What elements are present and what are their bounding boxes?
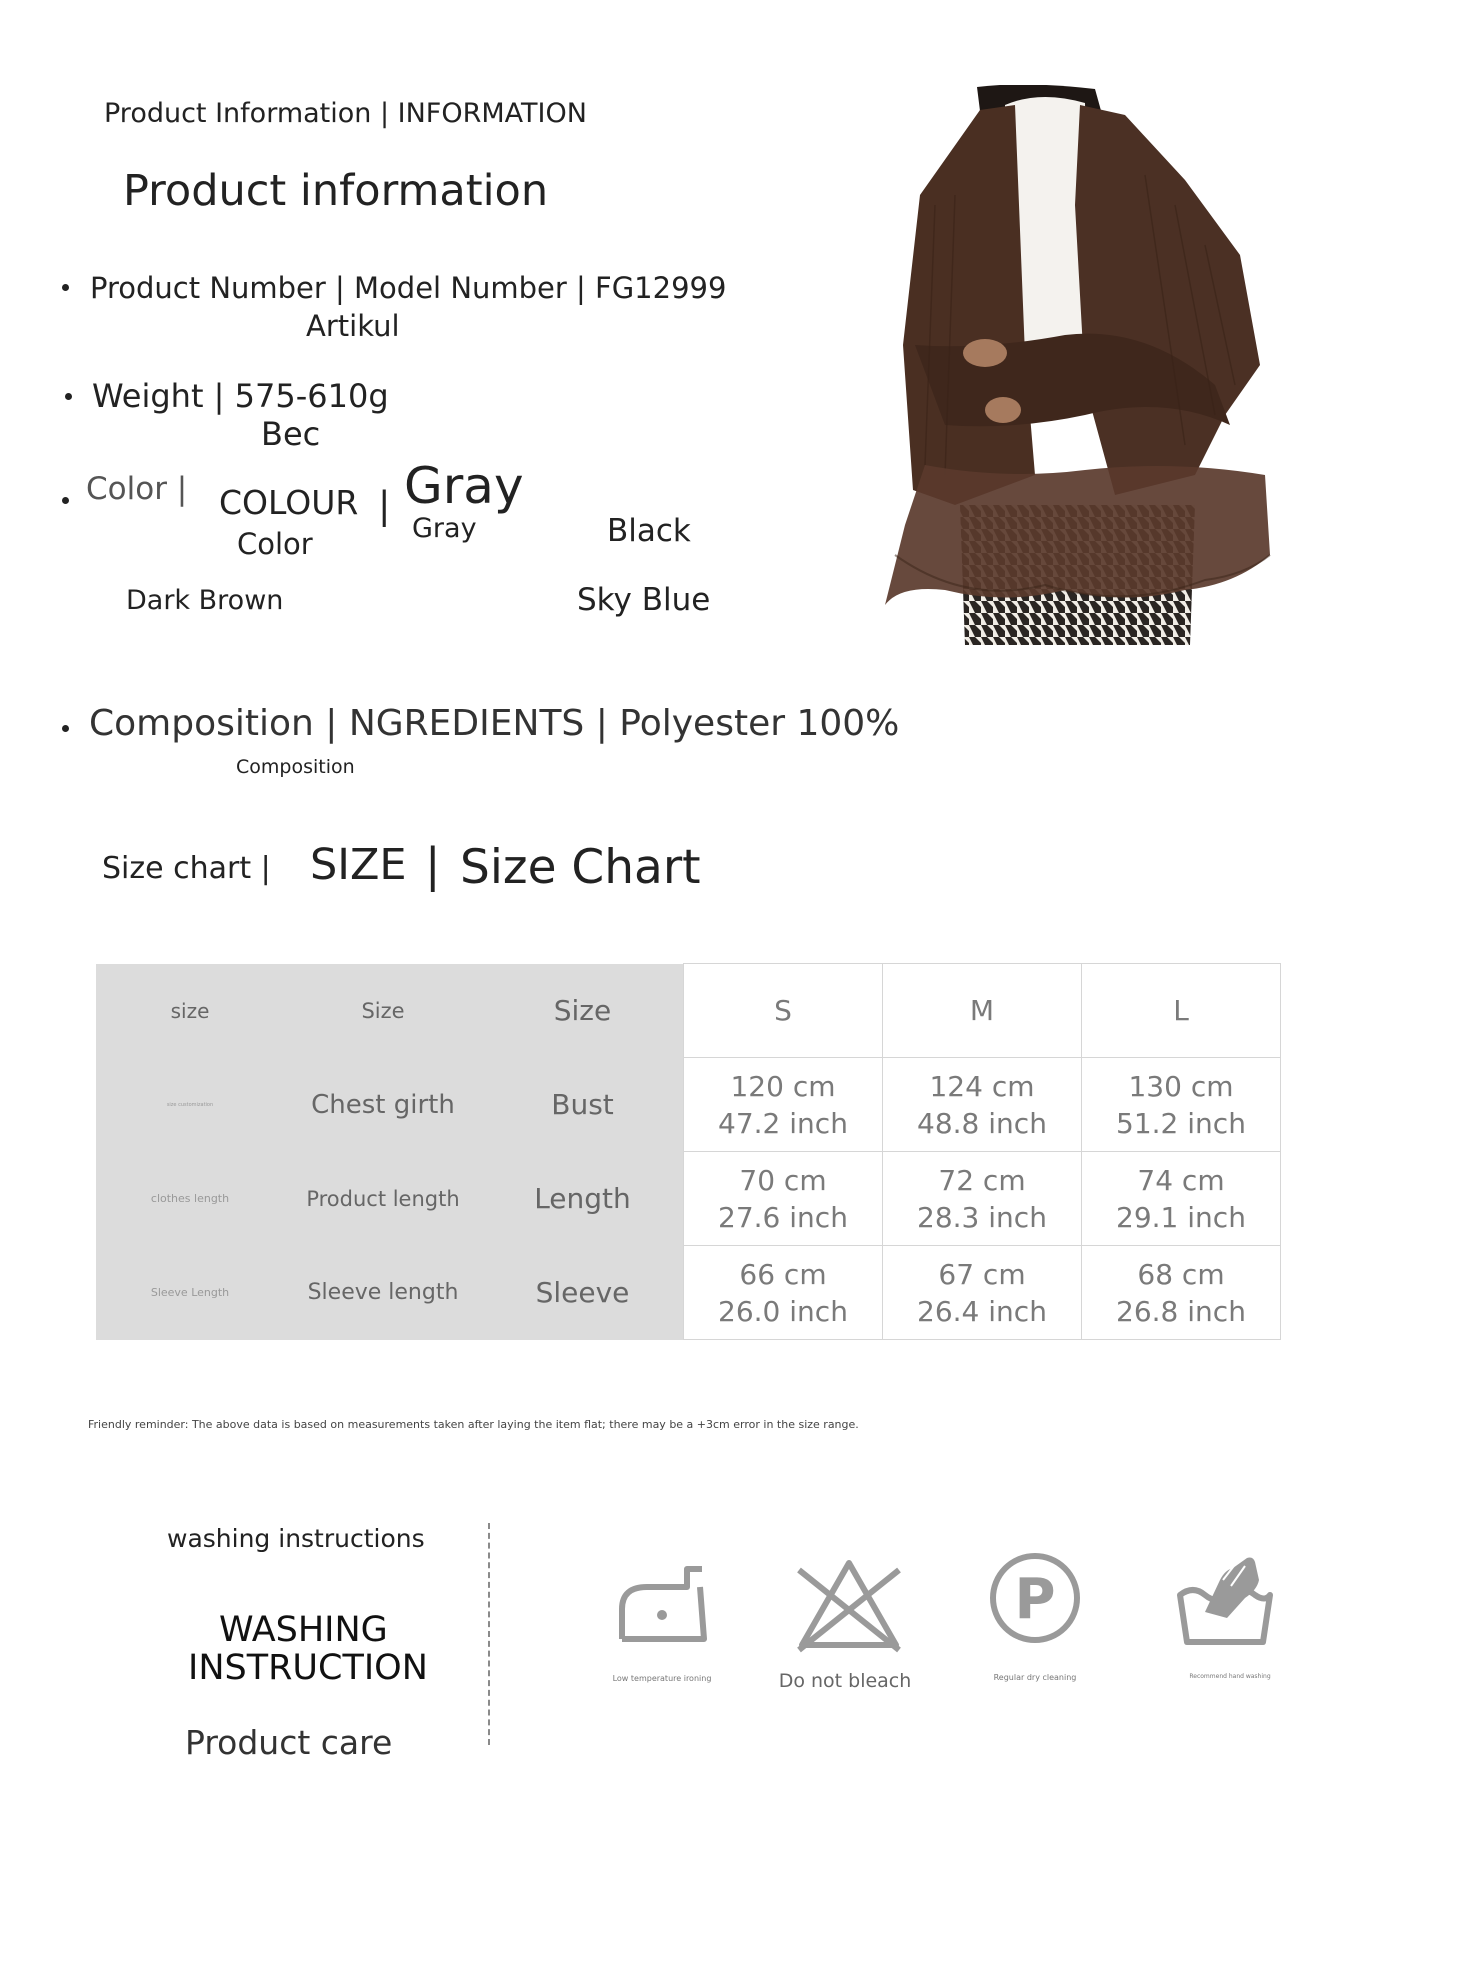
iron-low-temperature-icon xyxy=(612,1557,712,1647)
washing-title-1: WASHING xyxy=(219,1610,388,1650)
table-cell-label: Bust xyxy=(482,1058,684,1152)
composition-sub: Composition xyxy=(236,756,355,778)
table-cell-value: 72 cm 28.3 inch xyxy=(883,1152,1082,1246)
table-cell-value: 66 cm 26.0 inch xyxy=(684,1246,883,1340)
size-chart-label: Size chart | xyxy=(102,851,271,886)
color-divider: | xyxy=(378,484,391,527)
composition-line: Composition | NGREDIENTS | Polyester 100% xyxy=(89,703,900,744)
size-reminder: Friendly reminder: The above data is based on measurements taken after laying the item flat; there may be a +3cm error in the size range. xyxy=(88,1418,859,1431)
care-label-dry-clean: Regular dry cleaning xyxy=(993,1673,1077,1682)
table-cell-label: Sleeve xyxy=(482,1246,684,1340)
table-header-cell: size xyxy=(96,964,284,1058)
color-option-black: Black xyxy=(607,513,691,549)
section-label: Product Information | INFORMATION xyxy=(104,98,587,129)
dashed-divider xyxy=(488,1523,490,1745)
product-number-sub: Artikul xyxy=(306,309,400,343)
table-cell-value: 130 cm 51.2 inch xyxy=(1082,1058,1281,1152)
table-cell-value: 120 cm 47.2 inch xyxy=(684,1058,883,1152)
table-header-row xyxy=(96,964,1281,1058)
table-header-size-m: M xyxy=(883,964,1082,1058)
bullet-dot xyxy=(62,725,69,732)
color-option-dark-brown: Dark Brown xyxy=(126,585,284,616)
dry-clean-p-icon xyxy=(985,1548,1085,1648)
table-header-size-s: S xyxy=(684,964,883,1058)
bullet-dot xyxy=(62,497,69,504)
care-label-iron: Low temperature ironing xyxy=(612,1674,712,1683)
table-cell-label: Sleeve length xyxy=(284,1246,482,1340)
table-cell-tiny: Sleeve Length xyxy=(96,1246,284,1340)
washing-label: washing instructions xyxy=(167,1524,425,1553)
washing-title-2: INSTRUCTION xyxy=(188,1648,428,1688)
table-header-size-l: L xyxy=(1082,964,1281,1058)
size-chart-title: Size Chart xyxy=(460,840,701,895)
color-label-caps: COLOUR xyxy=(219,483,359,522)
table-cell-tiny: clothes length xyxy=(96,1152,284,1246)
product-number-line: Product Number | Model Number | FG12999 xyxy=(90,271,727,305)
table-cell-value: 67 cm 26.4 inch xyxy=(883,1246,1082,1340)
table-cell-tiny: size customization xyxy=(96,1058,284,1152)
weight-line: Weight | 575-610g xyxy=(92,377,389,415)
table-cell-value: 68 cm 26.8 inch xyxy=(1082,1246,1281,1340)
bullet-dot xyxy=(65,393,72,400)
table-cell-label: Length xyxy=(482,1152,684,1246)
size-chart-label-caps: SIZE xyxy=(310,840,407,890)
table-row xyxy=(96,1152,1281,1246)
table-cell-value: 74 cm 29.1 inch xyxy=(1082,1152,1281,1246)
care-label-bleach: Do not bleach xyxy=(778,1670,912,1692)
do-not-bleach-icon xyxy=(794,1555,904,1655)
table-header-cell: Size xyxy=(482,964,684,1058)
product-photo xyxy=(885,85,1275,645)
hand-wash-icon xyxy=(1175,1550,1275,1650)
table-cell-value: 124 cm 48.8 inch xyxy=(883,1058,1082,1152)
svg-text:P: P xyxy=(1014,1567,1056,1632)
table-cell-value: 70 cm 27.6 inch xyxy=(684,1152,883,1246)
page-title: Product information xyxy=(123,166,549,216)
size-table xyxy=(96,963,1281,1340)
color-option-sky-blue: Sky Blue xyxy=(577,582,711,618)
table-row xyxy=(96,1058,1281,1152)
table-header-cell: Size xyxy=(284,964,482,1058)
table-cell-label: Chest girth xyxy=(284,1058,482,1152)
color-selected: Gray xyxy=(404,457,524,515)
size-chart-divider: | xyxy=(425,838,441,892)
washing-sub: Product care xyxy=(185,1723,393,1762)
care-label-hand-wash: Recommend hand washing xyxy=(1189,1673,1271,1680)
color-label-sub: Color xyxy=(237,527,313,561)
color-label: Color | xyxy=(86,471,188,507)
weight-sub: Bec xyxy=(261,415,321,453)
color-selected-sub: Gray xyxy=(412,513,477,544)
table-cell-label: Product length xyxy=(284,1152,482,1246)
bullet-dot xyxy=(62,284,69,291)
table-row xyxy=(96,1246,1281,1340)
